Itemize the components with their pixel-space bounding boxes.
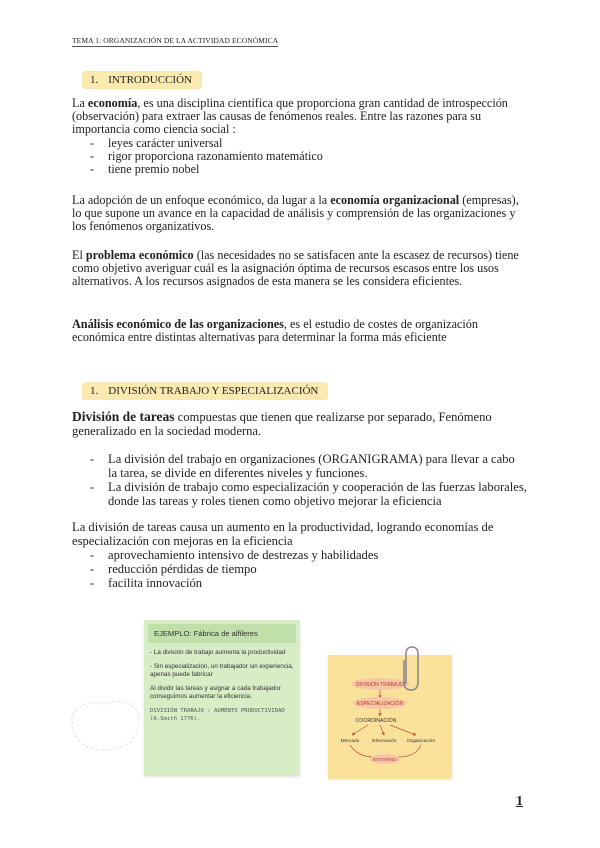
text: El [72,248,86,262]
text: La [72,96,88,110]
arrow [350,745,374,757]
arrow [380,725,384,735]
node-coordinacion: COORDINACIÓN [355,718,397,724]
list-item: - aprovechamiento intensivo de destrezas y habilidades [72,548,527,562]
productivity-paragraph [72,520,527,590]
node-organizacion: Organización [406,739,436,744]
example-note-body [144,643,300,723]
node-informacion: Información [371,739,397,744]
list-item: - tiene premio nobel [72,163,527,176]
productivity-list [72,548,527,590]
arrow [398,745,421,757]
list-item: - facilita innovación [72,576,527,590]
paperclip-icon [400,644,422,694]
page-number: 1 [516,794,523,809]
node-division-trabajo: DIVISIÓN TRABAJO [355,682,405,688]
node-entorno: ENTORNO [373,758,397,763]
text: compuestas que tienen que realizarse por separado, Fenómeno generalizado en la sociedad moderna. [72,410,492,438]
handwritten-note: DIVISIÓN TRABAJO : AUMENTO PRODUCTIVIDAD (A.Smith 1776). [150,708,285,722]
organization-flow-diagram [328,655,452,779]
section-number: 1. [90,74,99,86]
page-header: TEMA 1: ORGANIZACIÓN DE LA ACTIVIDAD ECONÓMICA [72,36,279,45]
division-tasks-paragraph [72,410,527,438]
section-number: 1. [90,385,99,397]
example-sticky-note [144,620,300,776]
faint-sketch-shape [64,690,144,760]
term-analisis-economico: Análisis económico de las organizaciones [72,317,284,331]
term-economia-organizacional: economía organizacional [330,193,460,207]
term-problema-economico: problema económico [85,248,194,262]
arrow [390,725,416,735]
list-item: - reducción pérdidas de tiempo [72,562,527,576]
organizational-economy-paragraph [72,194,527,234]
division-list [72,452,527,508]
diagram-sticky-note [328,655,452,779]
list-item: - leyes carácter universal [72,137,527,150]
note-line: - La división de trabajo aumenta la productividad [150,649,286,656]
section-title: DIVISIÓN TRABAJO Y ESPECIALIZACIÓN [108,385,319,397]
intro-paragraph [72,97,527,176]
economic-problem-paragraph [72,249,527,289]
list-item: - La división del trabajo en organizaciones (ORGANIGRAMA) para llevar a cabo la tarea, se divide en diferentes niveles y funciones. [72,452,527,480]
importance-list [72,137,527,177]
list-item: - La división de trabajo como especialización y cooperación de las fuerzas laborales, donde las tareas y roles tienen como objetivo mejorar la eficiencia [72,480,527,508]
text: (las necesidades no se satisfacen ante la escasez de recursos) tiene como objetivo averiguar cuál es la asignación óptima de recursos escasos entre los usos alternativos. A los recursos asignados de esta manera se les considera eficientes. [72,248,519,289]
text: , es una disciplina científica que proporciona gran cantidad de introspección (observación) para extraer las causas de fenómenos reales. Entre las razones para su importancia como ciencia social : [72,96,508,137]
section-title: INTRODUCCIÓN [108,74,192,86]
term-division-tareas: División de tareas [72,409,175,424]
term-economia: economía [87,96,138,110]
text: La división de tareas causa un aumento en la productividad, logrando economías de especialización con mejoras en la eficiencia [72,520,494,548]
arrow [352,725,368,735]
node-especializacion: ESPECIALIZACIÓN [356,701,404,707]
division-bullets [72,452,527,508]
text: (empresas), lo que supone un avance en la capacidad de análisis y comprensión de las organizaciones y los fenómenos organizativos. [72,193,519,234]
text: , es el estudio de costes de organización económica entre distintas alternativas para determinar la forma más eficiente [72,317,478,345]
note-line: - Sin especialización, un trabajador sin experiencia, apenas puede fabricar [150,663,294,678]
organizational-analysis-paragraph [72,318,527,344]
example-note-title: EJEMPLO: Fábrica de alfileres [148,624,296,643]
section-heading-division-trabajo [82,382,328,400]
section-heading-introduccion [82,71,202,89]
note-line: Al dividir las tareas y asignar a cada trabajador conseguimos aumentar la eficiencia. [150,685,281,700]
list-item: - rigor proporciona razonamiento matemático [72,150,527,163]
text: La adopción de un enfoque económico, da lugar a la [72,193,331,207]
node-mercado: Mercado [340,739,360,744]
